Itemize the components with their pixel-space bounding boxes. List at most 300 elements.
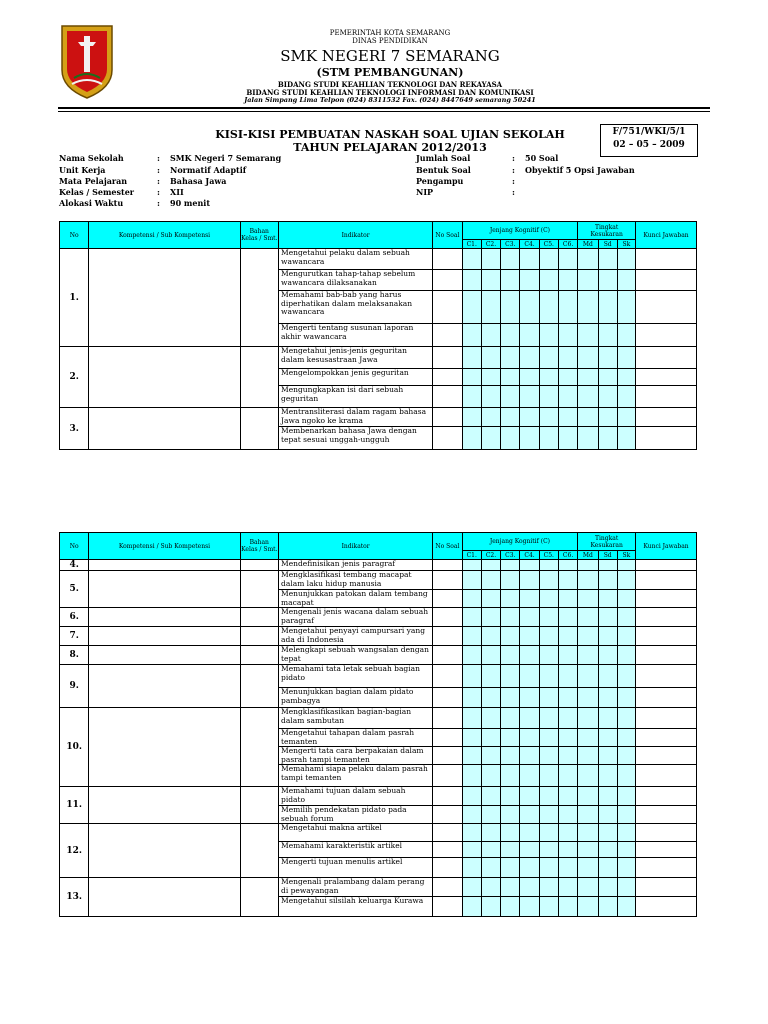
city-emblem-logo (60, 24, 114, 100)
indikator-cell: Memilih pendekatan pidato pada sebuah forum (279, 806, 433, 824)
marking-cell (462, 858, 481, 878)
col-cognitive-level: C4. (520, 240, 539, 249)
marking-cell (617, 627, 635, 646)
marking-cell (598, 787, 617, 806)
table-row (60, 608, 697, 627)
col-cognitive-level: C6. (558, 240, 577, 249)
marking-cell (578, 824, 598, 842)
col-jenjang-kognitif: Jenjang Kognitif (C) (462, 533, 578, 551)
marking-cell (481, 590, 500, 608)
indikator-cell: Mengerti tujuan menulis artikel (279, 858, 433, 878)
bahan-kelas-cell (240, 249, 279, 347)
col-indikator: Indikator (279, 222, 433, 249)
marking-cell (578, 729, 598, 747)
col-cognitive-level: C1. (462, 551, 481, 560)
marking-cell (539, 590, 558, 608)
marking-cell (598, 369, 617, 386)
marking-cell (501, 688, 520, 708)
marking-cell (520, 729, 539, 747)
marking-cell (558, 590, 577, 608)
marking-cell (462, 824, 481, 842)
col-cognitive-level: C5. (539, 551, 558, 560)
kunci-jawaban-cell (636, 858, 697, 878)
no-soal-cell (433, 842, 462, 858)
indikator-cell: Memahami siapa pelaku dalam pasrah tampi temanten (279, 765, 433, 787)
marking-cell (578, 688, 598, 708)
kompetensi-cell (89, 249, 240, 347)
marking-cell (598, 386, 617, 408)
marking-cell (462, 560, 481, 571)
kunci-jawaban-cell (636, 688, 697, 708)
marking-cell (578, 249, 598, 270)
no-soal-cell (433, 787, 462, 806)
kunci-jawaban-cell (636, 571, 697, 590)
marking-cell (539, 324, 558, 347)
table-row (60, 408, 697, 427)
info-value: 50 Soal (525, 153, 559, 163)
col-no: No (60, 533, 89, 560)
bahan-kelas-cell (240, 347, 279, 408)
marking-cell (578, 665, 598, 688)
marking-cell (481, 688, 500, 708)
indikator-cell: Mengerti tata cara berpakaian dalam pasrah tampi temanten (279, 747, 433, 765)
marking-cell (578, 747, 598, 765)
col-cognitive-level: C1. (462, 240, 481, 249)
marking-cell (578, 571, 598, 590)
indikator-cell: Mengurutkan tahap-tahap sebelum wawancara dilaksanakan (279, 270, 433, 291)
kunci-jawaban-cell (636, 270, 697, 291)
kompetensi-cell (89, 627, 240, 646)
col-difficulty-level: Sd (598, 551, 617, 560)
marking-cell (539, 842, 558, 858)
indikator-cell: Mentransliterasi dalam ragam bahasa Jawa ngoko ke krama (279, 408, 433, 427)
marking-cell (539, 708, 558, 729)
bahan-kelas-cell (240, 646, 279, 665)
marking-cell (617, 729, 635, 747)
marking-cell (598, 708, 617, 729)
indikator-cell: Mengetahui penyayi campursari yang ada di Indonesia (279, 627, 433, 646)
no-soal-cell (433, 897, 462, 917)
marking-cell (578, 560, 598, 571)
marking-cell (520, 824, 539, 842)
kompetensi-cell (89, 608, 240, 627)
marking-cell (598, 747, 617, 765)
no-soal-cell (433, 249, 462, 270)
marking-cell (598, 347, 617, 369)
marking-cell (462, 291, 481, 324)
marking-cell (578, 897, 598, 917)
item-number: 4. (60, 560, 89, 571)
marking-cell (481, 386, 500, 408)
marking-cell (617, 427, 635, 450)
marking-cell (481, 427, 500, 450)
department-line: DINAS PENDIDIKAN (352, 37, 428, 45)
kompetensi-cell (89, 408, 240, 450)
no-soal-cell (433, 369, 462, 386)
marking-cell (462, 324, 481, 347)
kompetensi-cell (89, 665, 240, 708)
marking-cell (558, 665, 577, 688)
col-difficulty-level: Sd (598, 240, 617, 249)
marking-cell (558, 765, 577, 787)
indikator-cell: Mengerti tentang susunan laporan akhir wawancara (279, 324, 433, 347)
no-soal-cell (433, 347, 462, 369)
kompetensi-cell (89, 560, 240, 571)
kunci-jawaban-cell (636, 747, 697, 765)
table-row (60, 560, 697, 571)
col-tingkat-kesukaran: Tingkat Kesukaran (578, 533, 636, 551)
no-soal-cell (433, 386, 462, 408)
kunci-jawaban-cell (636, 324, 697, 347)
col-kompetensi: Kompetensi / Sub Kompetensi (89, 222, 240, 249)
marking-cell (520, 427, 539, 450)
info-colon: : (512, 176, 515, 186)
marking-cell (578, 427, 598, 450)
marking-cell (558, 369, 577, 386)
marking-cell (617, 747, 635, 765)
marking-cell (578, 708, 598, 729)
marking-cell (539, 386, 558, 408)
info-label: Mata Pelajaran (59, 176, 128, 186)
marking-cell (598, 408, 617, 427)
form-date: 02 – 05 – 2009 (613, 140, 685, 150)
indikator-cell: Mengetahui pelaku dalam sebuah wawancara (279, 249, 433, 270)
marking-cell (598, 590, 617, 608)
marking-cell (539, 858, 558, 878)
marking-cell (617, 560, 635, 571)
marking-cell (617, 688, 635, 708)
marking-cell (558, 824, 577, 842)
marking-cell (520, 897, 539, 917)
col-cognitive-level: C3. (501, 551, 520, 560)
marking-cell (501, 897, 520, 917)
marking-cell (578, 858, 598, 878)
info-colon: : (157, 187, 160, 197)
marking-cell (617, 324, 635, 347)
marking-cell (481, 249, 500, 270)
kompetensi-cell (89, 787, 240, 824)
marking-cell (539, 249, 558, 270)
kunci-jawaban-cell (636, 787, 697, 806)
col-no: No (60, 222, 89, 249)
school-name: SMK NEGERI 7 SEMARANG (280, 47, 500, 65)
kompetensi-cell (89, 347, 240, 408)
bahan-kelas-cell (240, 787, 279, 824)
marking-cell (462, 571, 481, 590)
no-soal-cell (433, 747, 462, 765)
marking-cell (617, 386, 635, 408)
field-line-2: BIDANG STUDI KEAHLIAN TEKNOLOGI INFORMASI DAN KOMUNIKASI (246, 88, 534, 97)
item-number: 13. (60, 878, 89, 917)
marking-cell (598, 560, 617, 571)
kompetensi-cell (89, 878, 240, 917)
marking-cell (501, 842, 520, 858)
marking-cell (501, 665, 520, 688)
indikator-cell: Melengkapi sebuah wangsalan dengan tepat (279, 646, 433, 665)
marking-cell (598, 806, 617, 824)
header-row (60, 222, 697, 240)
no-soal-cell (433, 765, 462, 787)
bahan-kelas-cell (240, 408, 279, 450)
no-soal-cell (433, 324, 462, 347)
item-number: 5. (60, 571, 89, 608)
kunci-jawaban-cell (636, 646, 697, 665)
kunci-jawaban-cell (636, 806, 697, 824)
no-soal-cell (433, 560, 462, 571)
info-value: XII (170, 187, 184, 197)
marking-cell (558, 787, 577, 806)
marking-cell (520, 249, 539, 270)
item-number: 8. (60, 646, 89, 665)
no-soal-cell (433, 408, 462, 427)
table-row (60, 249, 697, 270)
info-colon: : (157, 198, 160, 208)
info-colon: : (512, 187, 515, 197)
marking-cell (539, 688, 558, 708)
marking-cell (558, 858, 577, 878)
col-cognitive-level: C5. (539, 240, 558, 249)
marking-cell (462, 386, 481, 408)
marking-cell (578, 787, 598, 806)
kisi-table-2 (59, 532, 697, 917)
no-soal-cell (433, 824, 462, 842)
bahan-kelas-cell (240, 608, 279, 627)
col-no-soal: No Soal (433, 222, 462, 249)
marking-cell (501, 571, 520, 590)
marking-cell (578, 842, 598, 858)
info-value: Bahasa Jawa (170, 176, 227, 186)
bahan-kelas-cell (240, 665, 279, 708)
marking-cell (520, 858, 539, 878)
address-line: Jalan Simpang Lima Telpon (024) 8311532 Fax. (024) 8447649 semarang 50241 (244, 96, 536, 104)
table-row (60, 571, 697, 590)
marking-cell (481, 787, 500, 806)
no-soal-cell (433, 627, 462, 646)
marking-cell (462, 747, 481, 765)
marking-cell (462, 765, 481, 787)
kunci-jawaban-cell (636, 878, 697, 897)
marking-cell (481, 571, 500, 590)
info-colon: : (157, 153, 160, 163)
marking-cell (558, 386, 577, 408)
marking-cell (558, 270, 577, 291)
table-row (60, 646, 697, 665)
table-row (60, 878, 697, 897)
table-row (60, 824, 697, 842)
marking-cell (520, 665, 539, 688)
col-cognitive-level: C2. (481, 551, 500, 560)
marking-cell (481, 824, 500, 842)
kunci-jawaban-cell (636, 560, 697, 571)
marking-cell (520, 806, 539, 824)
marking-cell (558, 571, 577, 590)
marking-cell (558, 560, 577, 571)
marking-cell (617, 608, 635, 627)
marking-cell (501, 806, 520, 824)
info-colon: : (157, 165, 160, 175)
marking-cell (598, 571, 617, 590)
header-row (60, 533, 697, 551)
no-soal-cell (433, 270, 462, 291)
document-title: KISI-KISI PEMBUATAN NASKAH SOAL UJIAN SEKOLAH (215, 128, 565, 141)
marking-cell (558, 408, 577, 427)
marking-cell (501, 824, 520, 842)
bahan-kelas-cell (240, 708, 279, 787)
col-kunci-jawaban: Kunci Jawaban (636, 222, 697, 249)
marking-cell (578, 608, 598, 627)
marking-cell (617, 897, 635, 917)
marking-cell (481, 347, 500, 369)
marking-cell (520, 347, 539, 369)
indikator-cell: Menunjukkan patokan dalam tembang macapat (279, 590, 433, 608)
marking-cell (617, 408, 635, 427)
marking-cell (501, 347, 520, 369)
marking-cell (501, 878, 520, 897)
info-label: Pengampu (416, 176, 464, 186)
marking-cell (501, 590, 520, 608)
marking-cell (598, 646, 617, 665)
marking-cell (558, 427, 577, 450)
indikator-cell: Mengetahui makna artikel (279, 824, 433, 842)
marking-cell (462, 787, 481, 806)
marking-cell (481, 729, 500, 747)
item-number: 1. (60, 249, 89, 347)
marking-cell (539, 571, 558, 590)
col-kompetensi: Kompetensi / Sub Kompetensi (89, 533, 240, 560)
marking-cell (617, 249, 635, 270)
no-soal-cell (433, 729, 462, 747)
table-row (60, 708, 697, 729)
marking-cell (462, 688, 481, 708)
no-soal-cell (433, 858, 462, 878)
info-colon: : (512, 165, 515, 175)
kunci-jawaban-cell (636, 369, 697, 386)
marking-cell (598, 608, 617, 627)
marking-cell (539, 787, 558, 806)
kunci-jawaban-cell (636, 408, 697, 427)
kunci-jawaban-cell (636, 824, 697, 842)
marking-cell (617, 590, 635, 608)
item-number: 3. (60, 408, 89, 450)
marking-cell (481, 878, 500, 897)
no-soal-cell (433, 608, 462, 627)
no-soal-cell (433, 806, 462, 824)
col-no-soal: No Soal (433, 533, 462, 560)
marking-cell (617, 665, 635, 688)
indikator-cell: Memahami karakteristik artikel (279, 842, 433, 858)
marking-cell (520, 291, 539, 324)
marking-cell (462, 427, 481, 450)
no-soal-cell (433, 646, 462, 665)
marking-cell (539, 646, 558, 665)
marking-cell (539, 347, 558, 369)
marking-cell (481, 608, 500, 627)
marking-cell (558, 347, 577, 369)
col-cognitive-level: C6. (558, 551, 577, 560)
marking-cell (520, 787, 539, 806)
info-label: Jumlah Soal (416, 153, 471, 163)
marking-cell (501, 324, 520, 347)
marking-cell (520, 571, 539, 590)
indikator-cell: Mengenali pralambang dalam perang di pewayangan (279, 878, 433, 897)
marking-cell (558, 291, 577, 324)
marking-cell (481, 842, 500, 858)
marking-cell (481, 291, 500, 324)
marking-cell (598, 878, 617, 897)
government-line: PEMERINTAH KOTA SEMARANG (329, 29, 451, 37)
marking-cell (539, 806, 558, 824)
marking-cell (501, 747, 520, 765)
indikator-cell: Mengelompokkan jenis geguritan (279, 369, 433, 386)
marking-cell (501, 386, 520, 408)
col-difficulty-level: Md (578, 240, 598, 249)
indikator-cell: Memahami tujuan dalam sebuah pidato (279, 787, 433, 806)
marking-cell (558, 708, 577, 729)
marking-cell (578, 627, 598, 646)
no-soal-cell (433, 688, 462, 708)
col-cognitive-level: C3. (501, 240, 520, 249)
marking-cell (558, 249, 577, 270)
marking-cell (558, 646, 577, 665)
marking-cell (598, 249, 617, 270)
marking-cell (501, 369, 520, 386)
marking-cell (481, 560, 500, 571)
marking-cell (598, 291, 617, 324)
marking-cell (578, 806, 598, 824)
marking-cell (462, 842, 481, 858)
item-number: 9. (60, 665, 89, 708)
info-value: Obyektif 5 Opsi Jawaban (525, 165, 635, 175)
marking-cell (617, 347, 635, 369)
marking-cell (617, 787, 635, 806)
kunci-jawaban-cell (636, 897, 697, 917)
marking-cell (617, 571, 635, 590)
indikator-cell: Mengetahui tahapan dalam pasrah temanten (279, 729, 433, 747)
item-number: 12. (60, 824, 89, 878)
marking-cell (501, 787, 520, 806)
indikator-cell: Memahami bab-bab yang harus diperhatikan dalam melaksanakan wawancara (279, 291, 433, 324)
kunci-jawaban-cell (636, 386, 697, 408)
bahan-kelas-cell (240, 560, 279, 571)
indikator-cell: Mengetahui jenis-jenis geguritan dalam kesusastraan Jawa (279, 347, 433, 369)
marking-cell (539, 747, 558, 765)
marking-cell (539, 627, 558, 646)
bahan-kelas-cell (240, 824, 279, 878)
item-number: 7. (60, 627, 89, 646)
marking-cell (598, 688, 617, 708)
indikator-cell: Menunjukkan bagian dalam pidato pambagya (279, 688, 433, 708)
marking-cell (520, 747, 539, 765)
col-bahan-kelas: Bahan Kelas / Smt. (240, 222, 279, 249)
marking-cell (501, 708, 520, 729)
marking-cell (520, 590, 539, 608)
bahan-kelas-cell (240, 627, 279, 646)
marking-cell (617, 806, 635, 824)
marking-cell (501, 646, 520, 665)
marking-cell (598, 729, 617, 747)
indikator-cell: Mengungkapkan isi dari sebuah geguritan (279, 386, 433, 408)
marking-cell (520, 708, 539, 729)
marking-cell (598, 665, 617, 688)
marking-cell (578, 590, 598, 608)
kunci-jawaban-cell (636, 590, 697, 608)
no-soal-cell (433, 590, 462, 608)
marking-cell (617, 369, 635, 386)
marking-cell (501, 627, 520, 646)
marking-cell (520, 560, 539, 571)
marking-cell (462, 249, 481, 270)
kunci-jawaban-cell (636, 608, 697, 627)
